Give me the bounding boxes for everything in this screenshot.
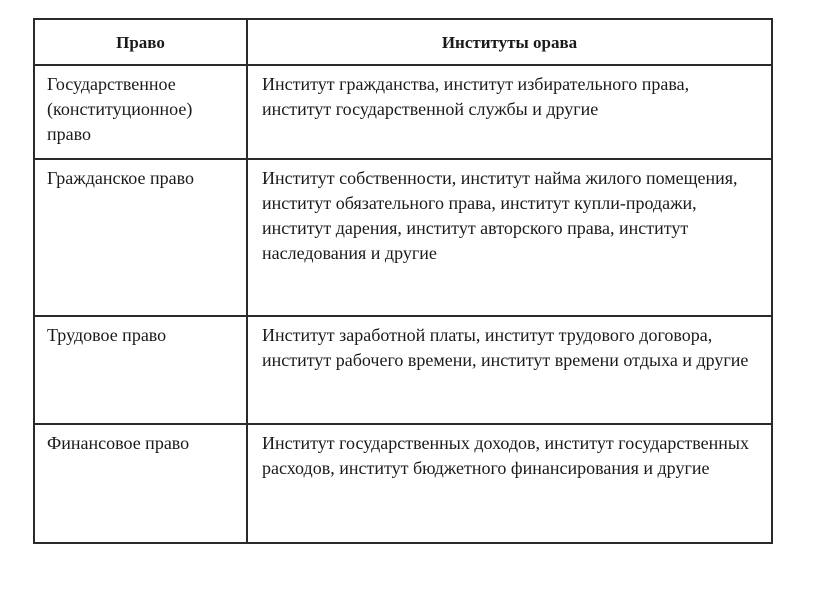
law-institutes: Институт гражданства, институт избирательного права, институт государственной службы и другие [262, 74, 690, 119]
law-name: Государственное (конституционное) право [35, 66, 248, 158]
table-row [35, 66, 771, 160]
law-institutes: Институт заработной платы, институт трудового договора, институт рабочего времени, институт времени отдыха и другие [262, 325, 749, 370]
law-institutes: Институт государственных доходов, институт государственных расходов, институт бюджетного финансирования и другие [262, 433, 750, 478]
law-name: Финансовое право [35, 425, 248, 542]
table-row [35, 425, 771, 542]
header-law: Право [35, 20, 248, 64]
law-name: Трудовое право [35, 317, 248, 423]
table-header-row [35, 20, 771, 66]
table-row [35, 317, 771, 425]
law-institutes-table [33, 18, 773, 544]
law-institutes: Институт собственности, институт найма жилого помещения, институт обязательного права, институт купли-продажи, институт дарения, институт авторского права, институт наследования и другие [262, 168, 738, 263]
law-name: Гражданское право [35, 160, 248, 315]
header-institutes: Институты орава [441, 33, 578, 52]
table-row [35, 160, 771, 317]
